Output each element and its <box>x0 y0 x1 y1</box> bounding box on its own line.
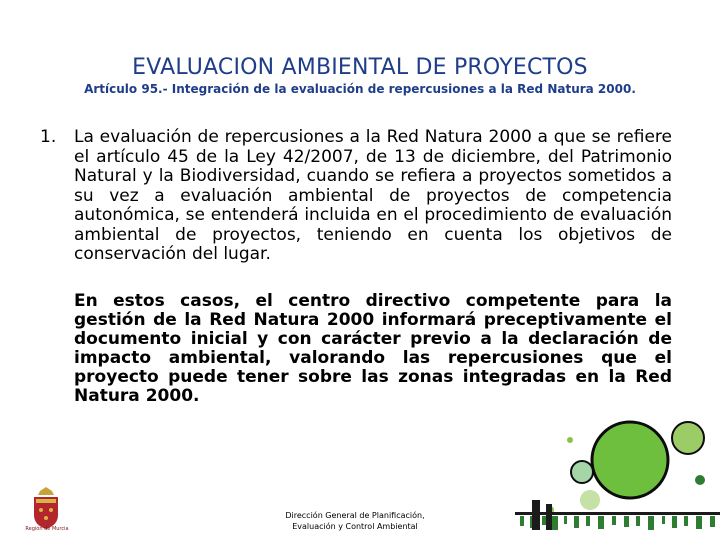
logo-caption: Región de Murcia <box>25 526 69 532</box>
footer-department <box>255 510 455 532</box>
page-subtitle: Artículo 95.- Integración de la evaluación de repercusiones a la Red Natura 2000. <box>84 82 636 96</box>
green-bubbles-decoration-icon <box>490 400 720 540</box>
item-number: 1. <box>40 127 57 147</box>
numbered-paragraph <box>40 128 672 265</box>
page-title: EVALUACION AMBIENTAL DE PROYECTOS <box>132 55 588 80</box>
paragraph-1: La evaluación de repercusiones a la Red Natura 2000 a que se refiere el artículo 45 de la Ley 42/2007, de 13 de diciembre, del Patrimonio Natural y la Biodiversidad, cuando se refiera a proyectos sometidos a su vez a evaluación ambiental de proyectos de competencia autonómica, se entenderá incluida en el procedimiento de evaluación ambiental de proyectos, teniendo en cuenta los objetivos de conservación del lugar. <box>74 127 672 264</box>
footer-line-2: Evaluación y Control Ambiental <box>292 522 418 531</box>
footer-line-1: Dirección General de Planificación, <box>285 511 425 520</box>
paragraph-2: En estos casos, el centro directivo competente para la gestión de la Red Natura 2000 informará preceptivamente el documento inicial y con carácter previo a la declaración de impacto ambiental, valorando las repercusiones que el proyecto puede tener sobre las zonas integradas en la Red Natura 2000. <box>74 291 672 406</box>
